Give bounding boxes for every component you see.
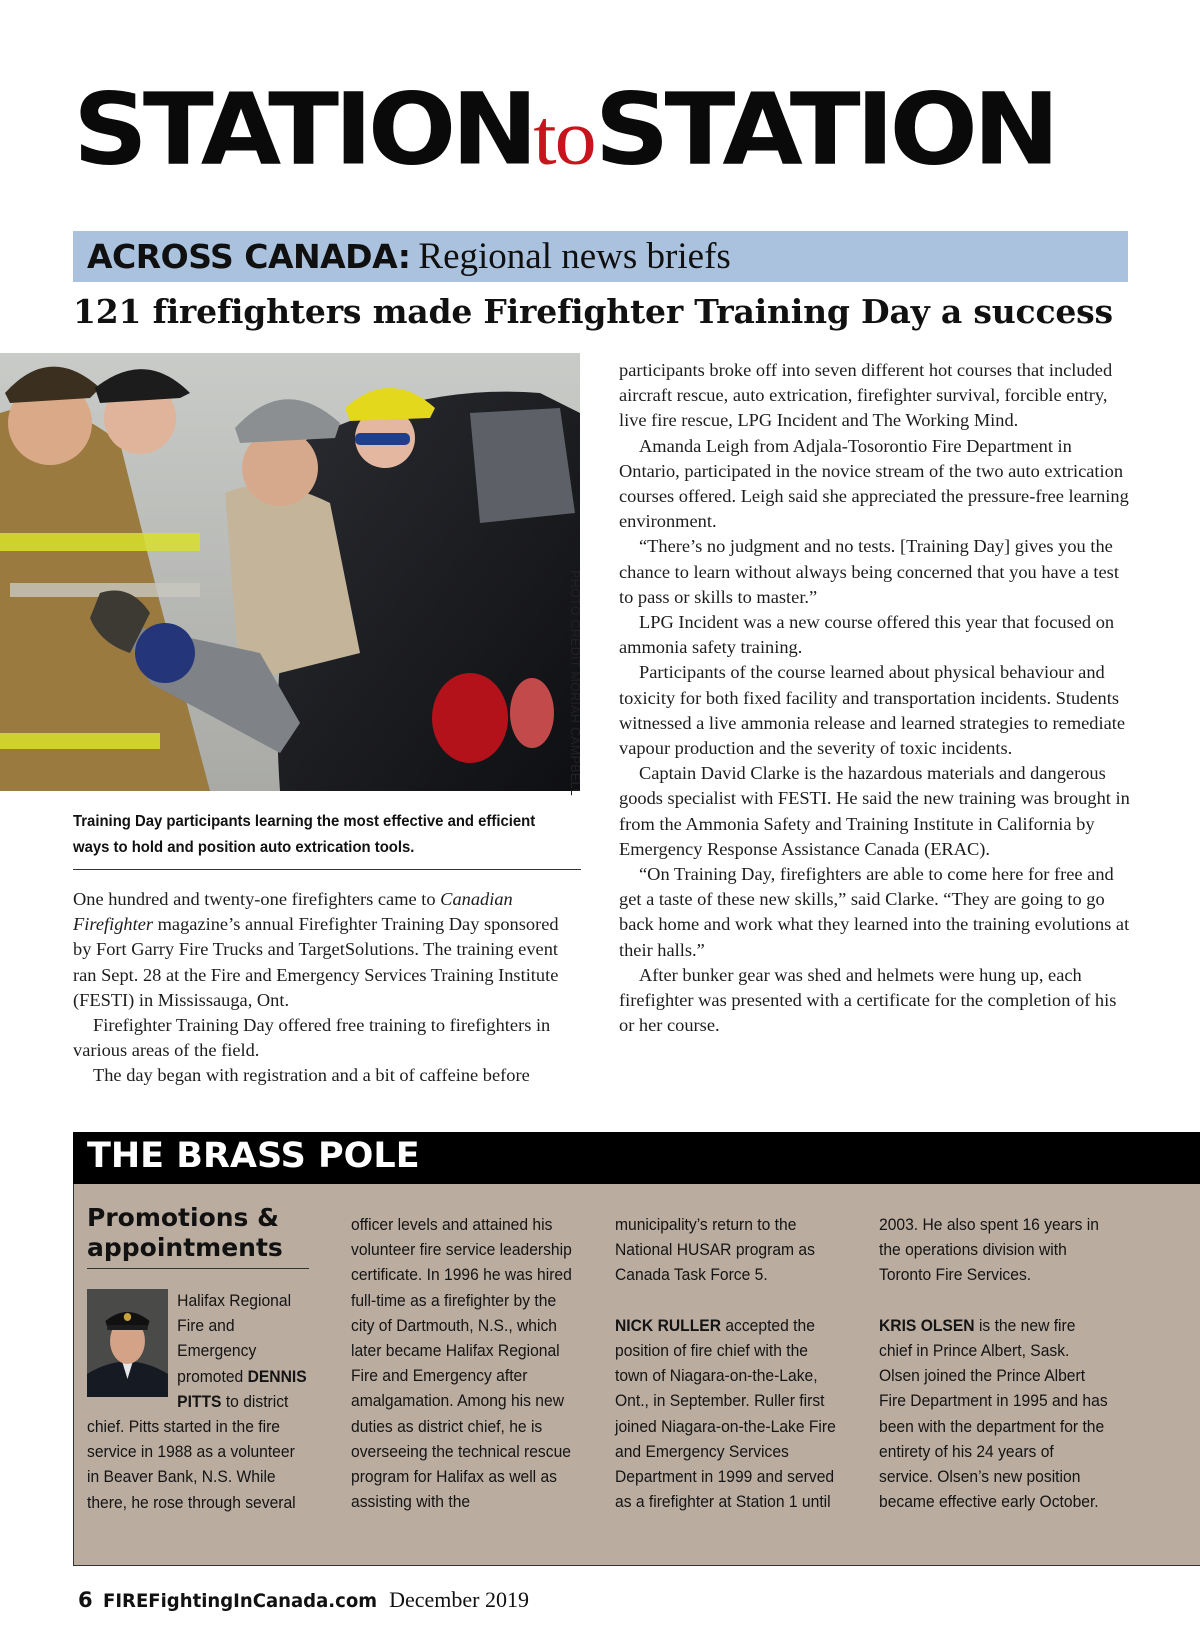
article-paragraph: Participants of the course learned about physical behaviour and toxicity for both fixed facility and transportation incidents. Students witnessed a live ammonia release and learned strategies to remediate vapour production and the severity of toxic incidents. (619, 662, 1126, 759)
page-number: 6 (78, 1588, 93, 1612)
promotions-subtitle: Promotions & appointments (87, 1203, 283, 1262)
person-name: KRIS OLSEN (879, 1315, 975, 1335)
brass-pole-column-2 (351, 1212, 583, 1514)
article-paragraph: The day began with registration and a bit of caffeine before (93, 1065, 530, 1086)
paragraph-text: One hundred and twenty-one firefighters came to (73, 889, 441, 909)
photo-credit (568, 570, 594, 797)
masthead-part1: STATION (73, 71, 534, 188)
photo-credit-text: PHOTO CREDIT MORIAH CAMPBELL (568, 570, 582, 797)
dennis-pitts-portrait (87, 1289, 168, 1397)
masthead-part2: to (533, 93, 595, 182)
brass-pole-header (73, 1132, 1200, 1184)
article-paragraph: “On Training Day, firefighters are able to come here for free and get a taste of these new skills,” said Clarke. “They are going to go back home and work what they learned into the training evolutions at their halls.” (619, 864, 1130, 960)
promotion-text-segment: is the new fire chief in Prince Albert, Sask. Olsen joined the Prince Albert Fire Department in 1995 and has been with the department for the entirety of his 24 years of service. Olsen’s new position became effective early October. (879, 1315, 1108, 1512)
promotion-text: 2003. He also spent 16 years in the operations division with Toronto Fire Services. (879, 1215, 1099, 1285)
article-paragraph (73, 887, 581, 1013)
article-paragraph: LPG Incident was a new course offered this year that focused on ammonia safety training. (619, 612, 1115, 658)
person-name: NICK RULLER (615, 1315, 722, 1335)
article-photo (0, 353, 580, 791)
promotions-divider (87, 1268, 309, 1269)
person-name: DENNIS PITTS (177, 1366, 307, 1411)
article-paragraph: “There’s no judgment and no tests. [Training Day] gives you the chance to learn without always being concerned that you have a test to pass or skills to master.” (619, 536, 1119, 607)
section-band (73, 231, 1128, 282)
website-link[interactable]: FIREFightingInCanada.com (102, 1590, 377, 1612)
article-headline: 121 firefighters made Firefighter Training Day a success (73, 292, 1113, 331)
photo-caption: Training Day participants learning the most effective and efficient ways to hold and position auto extrication tools. (73, 813, 536, 856)
article-paragraph: After bunker gear was shed and helmets were hung up, each firefighter was presented with a certificate for the completion of his or her course. (619, 964, 1117, 1036)
promotion-text-segment: to district chief. Pitts started in the fire service in 1988 as a volunteer in Beaver Bank, N.S. While there, he rose through several (87, 1391, 296, 1512)
paragraph-text: magazine’s annual Firefighter Training Day sponsored by Fort Garry Fire Trucks and TargetSolutions. The training event ran Sept. 28 at the Fire and Emergency Services Training Institute (FESTI) in Mississauga, Ont. (73, 914, 559, 1010)
article-column-left (73, 887, 581, 1089)
magazine-name: Canadian Firefighter (73, 889, 513, 935)
portrait-image (87, 1289, 168, 1397)
section-label-rest: Regional news briefs (418, 236, 731, 277)
masthead-part3: STATION (594, 71, 1055, 188)
brass-pole-column-1 (87, 1288, 308, 1515)
brass-pole-column-3 (615, 1212, 843, 1514)
brass-pole-bottom-rule (73, 1565, 1200, 1566)
promotion-text-segment: Halifax Regional Fire and Emergency promoted (177, 1291, 292, 1386)
article-paragraph: Captain David Clarke is the hazardous materials and dangerous goods specialist with FESTI. He said the new training was brought in from the Ammonia Safety and Training Institute in California by Emergency Response Assistance Canada (ERAC). (619, 763, 1130, 859)
promotion-text: officer levels and attained his volunteer fire service leadership certificate. In 1996 he was hired full-time as a firefighter by the city of Dartmouth, N.S., which later became Halifax Regional Fire and Emergency after amalgamation. Among his new duties as district chief, he is overseeing the technical rescue program for Halifax as well as assisting with the (351, 1215, 572, 1512)
brass-pole-title: THE BRASS POLE (87, 1136, 420, 1176)
caption-divider (73, 869, 581, 870)
article-paragraph: Amanda Leigh from Adjala-Tosorontio Fire Department in Ontario, participated in the novice stream of the two auto extrication courses offered. Leigh said she appreciated the pressure-free learning environment. (619, 435, 1129, 532)
issue-date: December 2019 (389, 1587, 529, 1612)
article-column-right (619, 358, 1133, 1038)
article-paragraph: Firefighter Training Day offered free training to firefighters in various areas of the field. (73, 1015, 551, 1061)
page-footer (78, 1587, 529, 1613)
section-label-strong: ACROSS CANADA: (87, 237, 411, 276)
firefighters-extrication-photo (0, 353, 580, 791)
promotion-text-segment: accepted the position of fire chief with the town of Niagara-on-the-Lake, Ont., in September. Ruller first joined Niagara-on-the-Lake Fire and Emergency Services Department in 1999 and served as a firefighter at Station 1 until (615, 1315, 836, 1512)
brass-pole-column-4 (879, 1212, 1111, 1514)
promotion-text (615, 1313, 843, 1515)
article-paragraph: participants broke off into seven different hot courses that included aircraft rescue, auto extrication, firefighter survival, forcible entry, live fire rescue, LPG Incident and The Working Mind. (619, 360, 1113, 431)
masthead-title (73, 71, 1055, 188)
promotion-text (879, 1313, 1111, 1515)
promotion-text: municipality’s return to the National HUSAR program as Canada Task Force 5. (615, 1215, 815, 1285)
